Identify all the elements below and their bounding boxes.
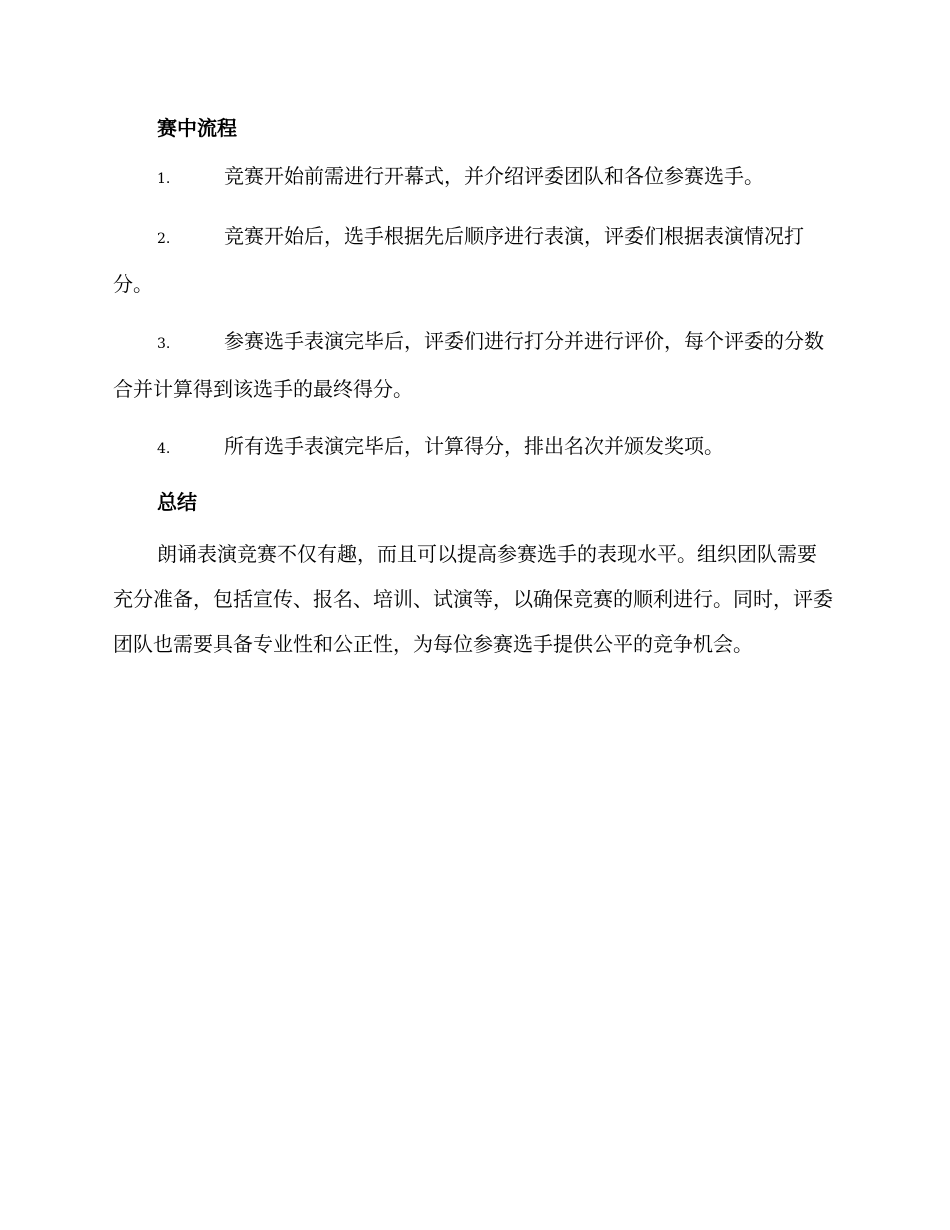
list-number: 2.: [157, 231, 171, 247]
list-text: 所有选手表演完毕后，计算得分，排出名次并颁发奖项。: [224, 434, 724, 458]
list-text: 竞赛开始后，选手根据先后顺序进行表演，评委们根据表演情况打分。: [113, 224, 804, 296]
section-heading-summary: 总结: [157, 490, 197, 514]
list-text: 参赛选手表演完毕后，评委们进行打分并进行评价，每个评委的分数合并计算得到该选手的最终得分。: [113, 329, 824, 401]
list-item: [113, 424, 833, 472]
list-number: 1.: [157, 171, 171, 187]
section-heading-process: 赛中流程: [157, 116, 237, 140]
list-item: [113, 319, 833, 412]
list-text: 竞赛开始前需进行开幕式，并介绍评委团队和各位参赛选手。: [224, 164, 764, 188]
list-item: [113, 214, 833, 307]
list-item: [113, 154, 833, 202]
list-number: 4.: [157, 441, 171, 457]
list-number: 3.: [157, 336, 171, 352]
summary-paragraph: 朗诵表演竞赛不仅有趣，而且可以提高参赛选手的表现水平。组织团队需要充分准备，包括宣传、报名、培训、试演等，以确保竞赛的顺利进行。同时，评委团队也需要具备专业性和公正性，为每位参赛选手提供公平的竞争机会。: [113, 542, 833, 656]
document-content: [113, 112, 833, 667]
